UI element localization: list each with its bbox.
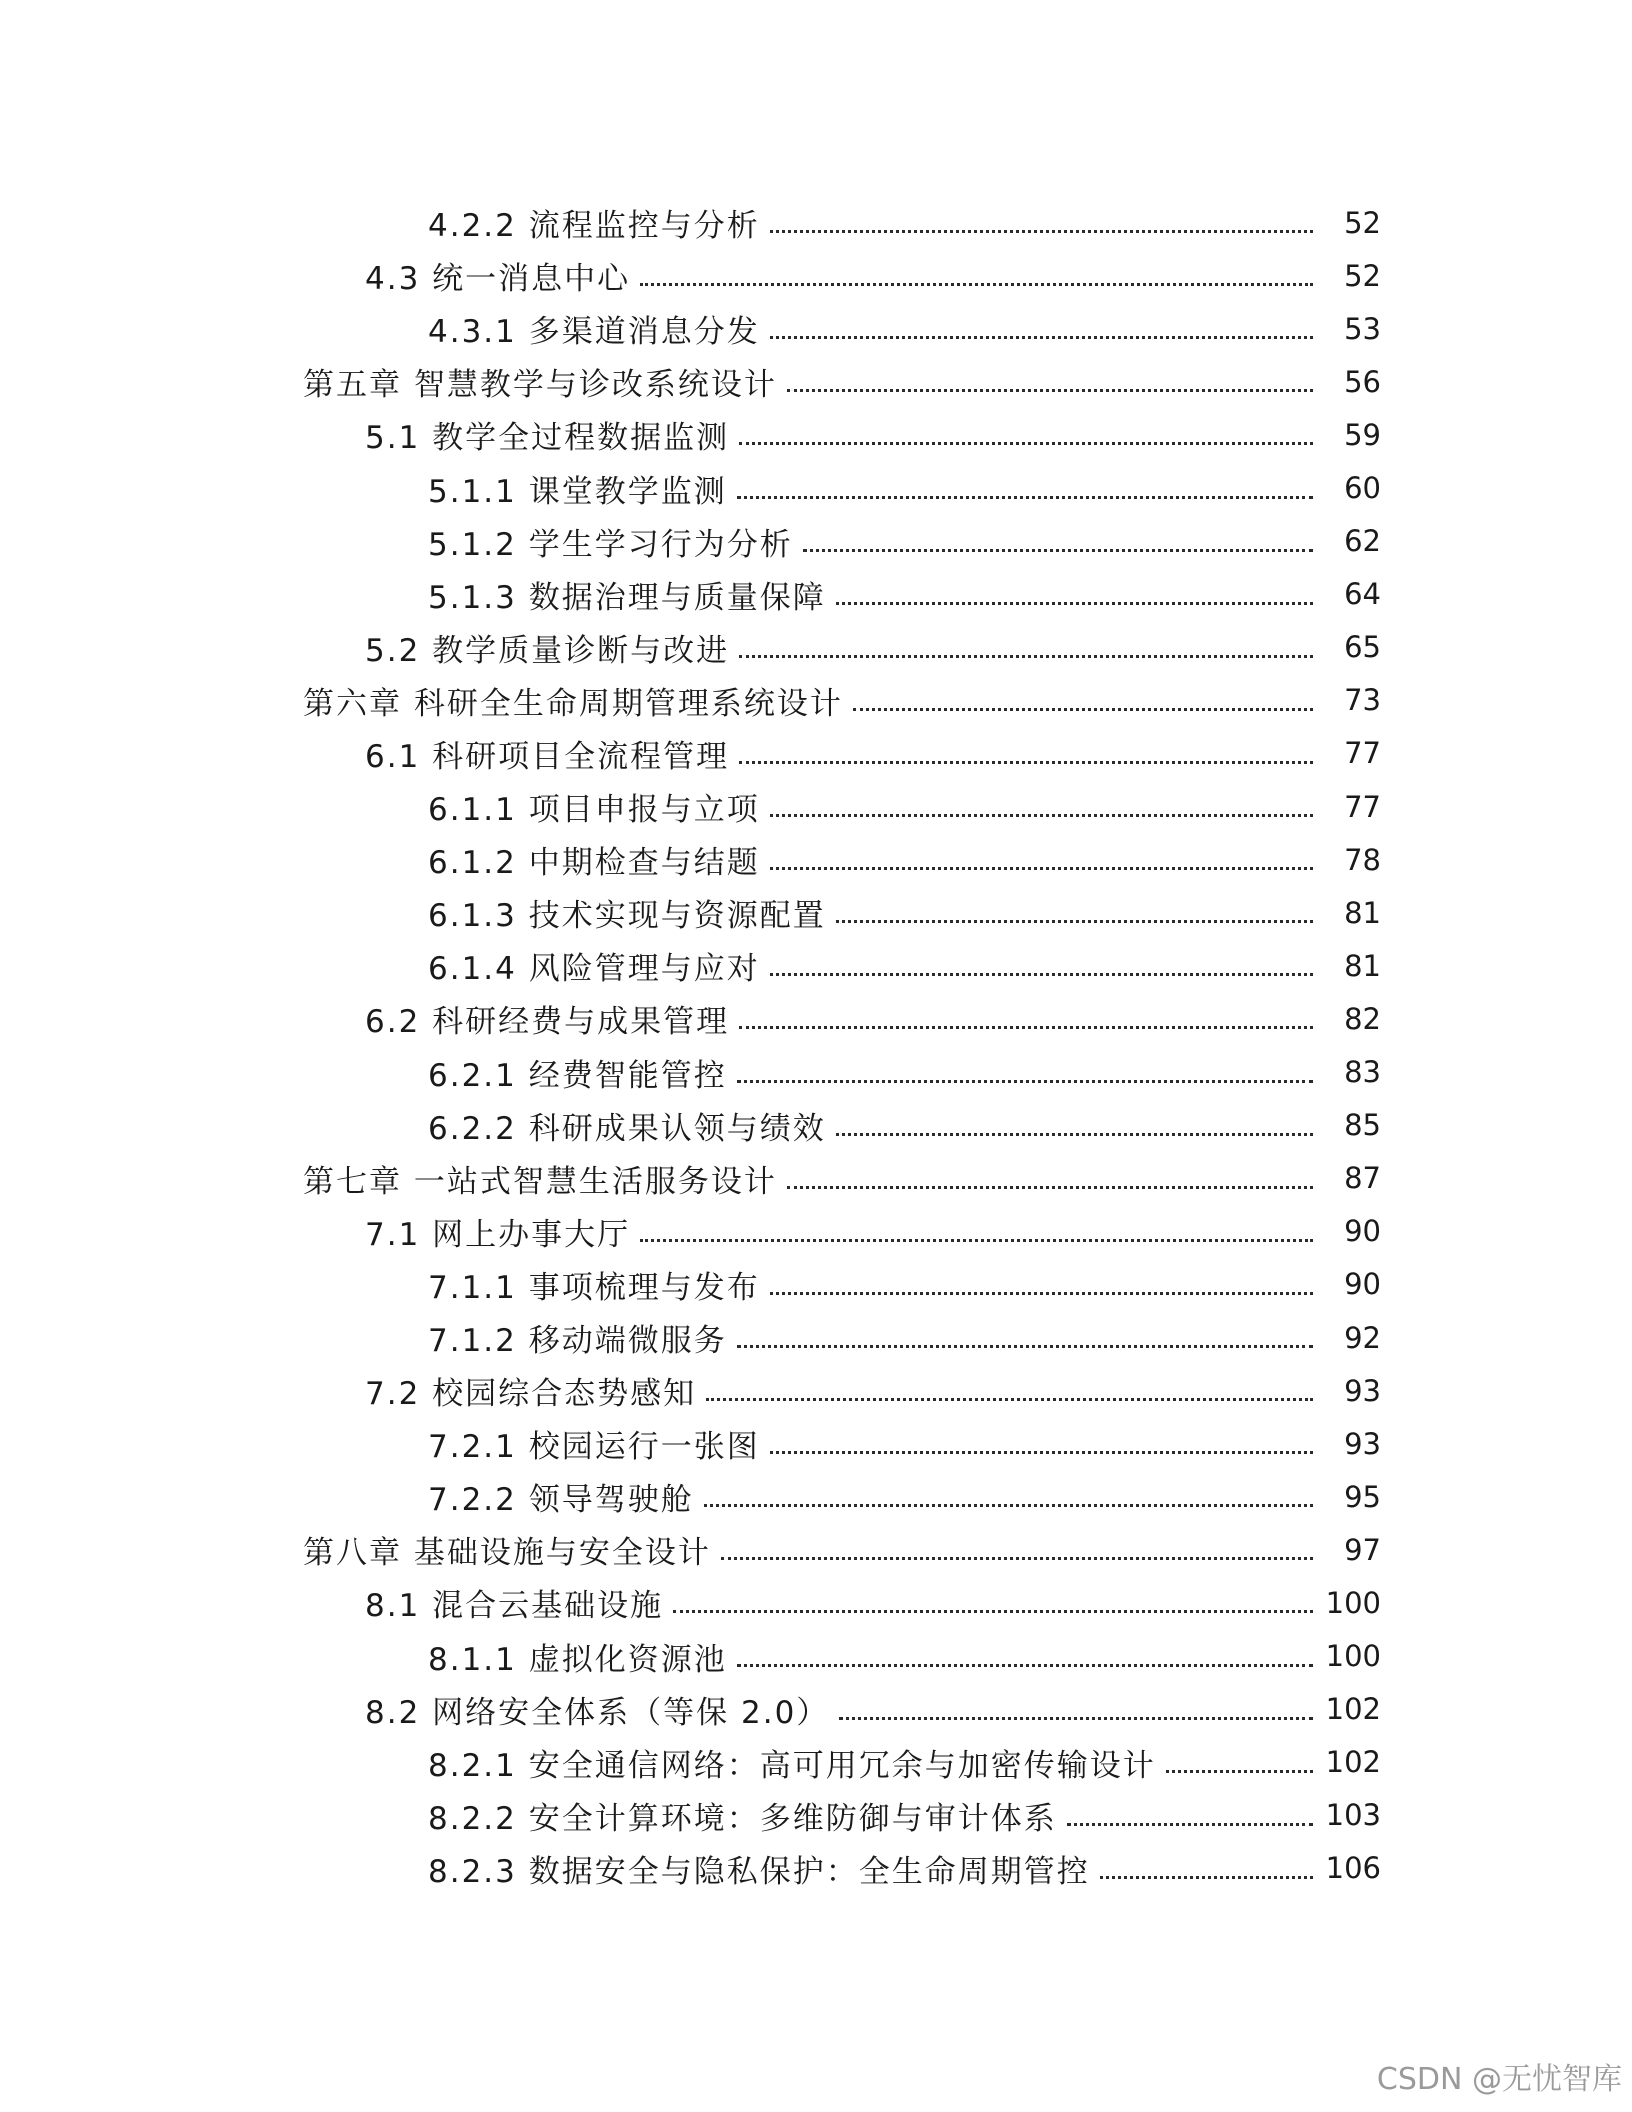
toc-entry[interactable] — [0, 249, 1381, 302]
dot-leader — [739, 442, 1313, 445]
toc-entry-title: 第五章 智慧教学与诊改系统设计 — [303, 367, 777, 404]
toc-entry-page: 56 — [1344, 364, 1381, 399]
dot-leader — [721, 1557, 1313, 1560]
toc-entry-title: 6.1.4 风险管理与应对 — [428, 951, 760, 988]
dot-leader — [770, 1292, 1313, 1295]
toc-entry[interactable] — [0, 1470, 1381, 1523]
toc-entry-title: 6.2.1 经费智能管控 — [428, 1057, 727, 1094]
toc-entry[interactable] — [0, 515, 1381, 568]
dot-leader — [770, 867, 1313, 870]
toc-entry-page: 87 — [1344, 1161, 1381, 1196]
dot-leader — [1166, 1770, 1313, 1773]
dot-leader — [839, 1717, 1313, 1720]
toc-entry-page: 60 — [1344, 471, 1381, 506]
toc-entry-page: 81 — [1344, 895, 1381, 930]
dot-leader — [640, 283, 1313, 286]
table-of-contents — [0, 196, 1632, 1895]
toc-entry-title: 7.2.2 领导驾驶舱 — [428, 1482, 694, 1519]
toc-entry[interactable] — [0, 568, 1381, 621]
toc-entry-page: 90 — [1344, 1267, 1381, 1302]
dot-leader — [770, 230, 1313, 233]
dot-leader — [640, 1239, 1313, 1242]
toc-entry-page: 59 — [1344, 417, 1381, 452]
toc-entry[interactable] — [0, 1789, 1381, 1842]
toc-entry-page: 83 — [1344, 1055, 1381, 1090]
toc-entry-page: 97 — [1344, 1532, 1381, 1567]
toc-entry-page: 65 — [1344, 630, 1381, 665]
toc-entry-title: 8.2.3 数据安全与隐私保护：全生命周期管控 — [428, 1853, 1090, 1890]
toc-entry-page: 62 — [1344, 524, 1381, 559]
dot-leader — [836, 920, 1313, 923]
toc-entry-page: 92 — [1344, 1320, 1381, 1355]
toc-entry[interactable] — [0, 727, 1381, 780]
dot-leader — [1067, 1823, 1313, 1826]
toc-entry-page: 102 — [1325, 1692, 1381, 1727]
toc-entry-page: 85 — [1344, 1108, 1381, 1143]
toc-entry-page: 64 — [1344, 577, 1381, 612]
toc-entry[interactable] — [0, 1364, 1381, 1417]
toc-entry[interactable] — [0, 302, 1381, 355]
toc-entry-page: 53 — [1344, 311, 1381, 346]
dot-leader — [770, 1451, 1313, 1454]
toc-chapter[interactable] — [0, 1523, 1381, 1576]
toc-entry-title: 4.3 统一消息中心 — [365, 261, 631, 298]
toc-entry-page: 77 — [1344, 736, 1381, 771]
toc-entry-page: 93 — [1344, 1426, 1381, 1461]
dot-leader — [706, 1398, 1313, 1401]
toc-entry[interactable] — [0, 621, 1381, 674]
dot-leader — [853, 708, 1313, 711]
toc-entry-title: 8.2 网络安全体系（等保 2.0） — [365, 1694, 830, 1731]
toc-entry-page: 95 — [1344, 1479, 1381, 1514]
toc-entry-page: 78 — [1344, 842, 1381, 877]
toc-entry[interactable] — [0, 780, 1381, 833]
toc-chapter[interactable] — [0, 1152, 1381, 1205]
dot-leader — [770, 973, 1313, 976]
toc-entry-page: 77 — [1344, 789, 1381, 824]
toc-entry-page: 93 — [1344, 1373, 1381, 1408]
toc-entry-title: 第六章 科研全生命周期管理系统设计 — [303, 685, 843, 722]
dot-leader — [1100, 1876, 1313, 1879]
toc-entry-title: 6.1 科研项目全流程管理 — [365, 738, 730, 775]
dot-leader — [770, 336, 1313, 339]
toc-entry-title: 第七章 一站式智慧生活服务设计 — [303, 1163, 777, 1200]
dot-leader — [737, 1664, 1313, 1667]
toc-entry-title: 7.1.2 移动端微服务 — [428, 1323, 727, 1360]
toc-entry[interactable] — [0, 1205, 1381, 1258]
toc-entry-title: 5.2 教学质量诊断与改进 — [365, 632, 730, 669]
toc-entry[interactable] — [0, 886, 1381, 939]
toc-entry-title: 7.1 网上办事大厅 — [365, 1216, 631, 1253]
toc-entry-title: 8.1.1 虚拟化资源池 — [428, 1641, 727, 1678]
toc-entry[interactable] — [0, 1736, 1381, 1789]
toc-entry-title: 8.2.2 安全计算环境：多维防御与审计体系 — [428, 1800, 1057, 1837]
toc-entry[interactable] — [0, 461, 1381, 514]
dot-leader — [737, 496, 1313, 499]
toc-entry[interactable] — [0, 1046, 1381, 1099]
dot-leader — [737, 1080, 1313, 1083]
toc-entry-title: 6.2.2 科研成果认领与绩效 — [428, 1110, 826, 1147]
toc-entry[interactable] — [0, 939, 1381, 992]
toc-entry[interactable] — [0, 1311, 1381, 1364]
dot-leader — [673, 1610, 1313, 1613]
toc-entry-title: 5.1.3 数据治理与质量保障 — [428, 579, 826, 616]
toc-entry[interactable] — [0, 196, 1381, 249]
dot-leader — [787, 1186, 1313, 1189]
toc-entry-page: 100 — [1325, 1585, 1381, 1620]
toc-entry-title: 5.1.1 课堂教学监测 — [428, 473, 727, 510]
toc-entry-title: 7.2 校园综合态势感知 — [365, 1376, 697, 1413]
toc-entry-page: 82 — [1344, 1001, 1381, 1036]
toc-entry-title: 5.1 教学全过程数据监测 — [365, 420, 730, 457]
toc-entry[interactable] — [0, 1630, 1381, 1683]
toc-entry-page: 100 — [1325, 1639, 1381, 1674]
watermark: CSDN @无忧智库 — [1376, 2062, 1622, 2097]
toc-entry[interactable] — [0, 408, 1381, 461]
toc-entry-page: 81 — [1344, 948, 1381, 983]
dot-leader — [704, 1504, 1313, 1507]
dot-leader — [803, 549, 1313, 552]
toc-entry-title: 7.2.1 校园运行一张图 — [428, 1429, 760, 1466]
toc-entry-title: 6.1.3 技术实现与资源配置 — [428, 898, 826, 935]
toc-entry-title: 6.1.1 项目申报与立项 — [428, 792, 760, 829]
toc-entry-title: 4.2.2 流程监控与分析 — [428, 208, 760, 245]
toc-entry-page: 52 — [1344, 258, 1381, 293]
toc-entry-title: 第八章 基础设施与安全设计 — [303, 1535, 711, 1572]
dot-leader — [739, 655, 1313, 658]
toc-entry-page: 106 — [1325, 1851, 1381, 1886]
toc-chapter[interactable] — [0, 674, 1381, 727]
dot-leader — [737, 1345, 1313, 1348]
toc-entry-page: 90 — [1344, 1214, 1381, 1249]
toc-entry-title: 6.2 科研经费与成果管理 — [365, 1004, 730, 1041]
toc-entry[interactable] — [0, 1417, 1381, 1470]
toc-entry-page: 103 — [1325, 1798, 1381, 1833]
dot-leader — [739, 761, 1313, 764]
toc-entry[interactable] — [0, 1576, 1381, 1629]
toc-entry-title: 6.1.2 中期检查与结题 — [428, 845, 760, 882]
toc-entry-page: 52 — [1344, 205, 1381, 240]
toc-entry[interactable] — [0, 992, 1381, 1045]
toc-entry-title: 8.2.1 安全通信网络：高可用冗余与加密传输设计 — [428, 1747, 1156, 1784]
toc-entry-title: 5.1.2 学生学习行为分析 — [428, 526, 793, 563]
toc-entry[interactable] — [0, 1683, 1381, 1736]
dot-leader — [770, 814, 1313, 817]
toc-entry-page: 73 — [1344, 683, 1381, 718]
toc-entry[interactable] — [0, 833, 1381, 886]
toc-entry-title: 8.1 混合云基础设施 — [365, 1588, 664, 1625]
toc-entry-page: 102 — [1325, 1745, 1381, 1780]
toc-entry[interactable] — [0, 1842, 1381, 1895]
toc-entry[interactable] — [0, 1258, 1381, 1311]
dot-leader — [836, 602, 1313, 605]
toc-chapter[interactable] — [0, 355, 1381, 408]
dot-leader — [836, 1133, 1313, 1136]
toc-entry-title: 4.3.1 多渠道消息分发 — [428, 314, 760, 351]
dot-leader — [739, 1026, 1313, 1029]
toc-entry[interactable] — [0, 1099, 1381, 1152]
dot-leader — [787, 389, 1313, 392]
toc-entry-title: 7.1.1 事项梳理与发布 — [428, 1269, 760, 1306]
